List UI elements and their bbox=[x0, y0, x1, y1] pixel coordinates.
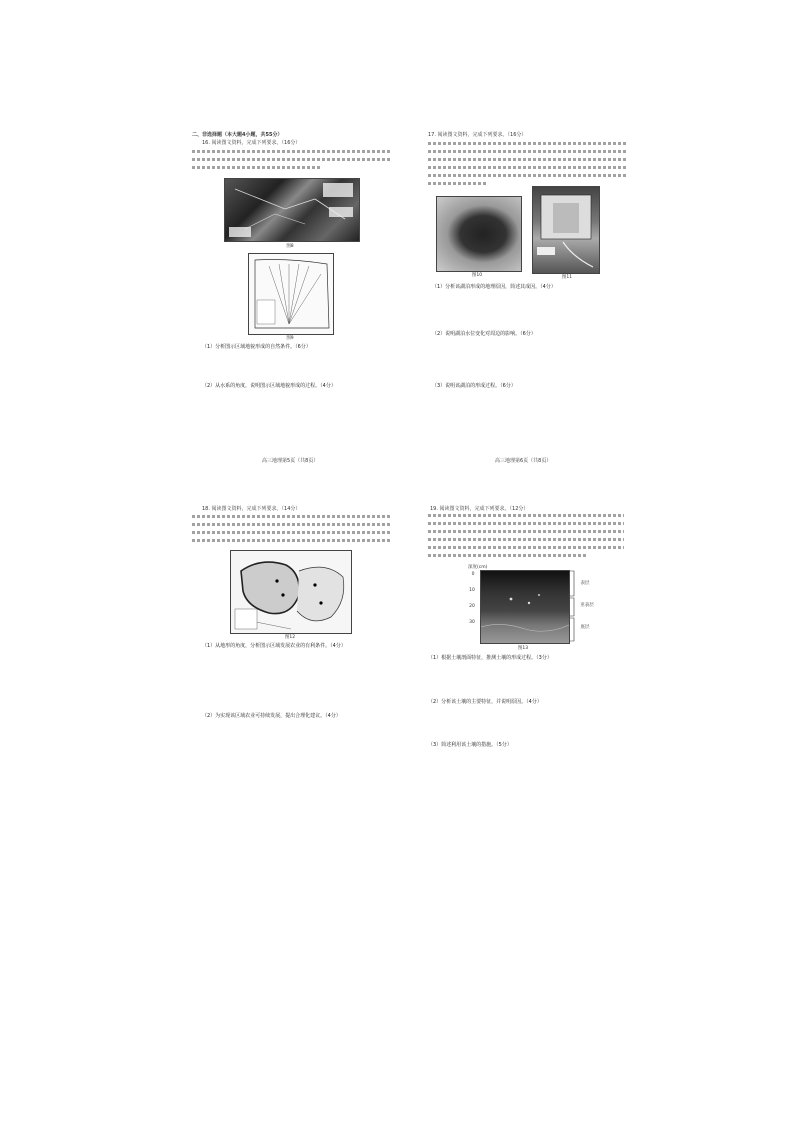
figure-8-satellite-image bbox=[224, 178, 360, 242]
text-line bbox=[428, 158, 628, 161]
fig8-caption: 图8 bbox=[286, 244, 294, 249]
depth-tick: 0 bbox=[471, 572, 475, 577]
fig12-map bbox=[231, 551, 351, 633]
text-line bbox=[428, 546, 624, 549]
text-line bbox=[192, 158, 392, 161]
figure-12-regional-map bbox=[230, 550, 352, 634]
fig13-caption: 图13 bbox=[517, 646, 529, 651]
figure-11-lake-map bbox=[532, 186, 600, 274]
text-line bbox=[428, 522, 624, 525]
text-line bbox=[192, 150, 392, 153]
fig10-caption: 图10 bbox=[471, 273, 483, 278]
text-line bbox=[428, 530, 624, 533]
fig11-caption: 图11 bbox=[561, 275, 573, 280]
fig12-caption: 图12 bbox=[284, 635, 296, 640]
figure-13-soil-profile bbox=[480, 570, 570, 644]
q17-part1: （1）分析该湖泊形成的地理原因，简述其成因。（4分） bbox=[432, 284, 556, 290]
footer-page5: 高三地理第5页（共8页） bbox=[262, 458, 319, 464]
q19-part1: （1）根据土壤剖面特征，推测土壤的形成过程。（3分） bbox=[428, 655, 552, 661]
q16-part1: （1）分析图示区域地貌形成的自然条件。（6分） bbox=[202, 344, 311, 350]
fig13-texture bbox=[481, 571, 569, 643]
q19-part3: （3）简述利用该土壤的措施。（5分） bbox=[428, 742, 512, 748]
q16-heading: 16. 阅读图文资料，完成下列要求。（16分） bbox=[202, 140, 301, 146]
q17-heading: 17. 阅读图文资料，完成下列要求。（16分） bbox=[428, 132, 527, 138]
text-line bbox=[192, 531, 392, 534]
q16-part2: （2）从水系的角度，说明图示区域地貌形成的过程。（4分） bbox=[202, 383, 336, 389]
text-line bbox=[428, 514, 624, 517]
depth-tick: 30 bbox=[469, 620, 475, 625]
text-line bbox=[192, 523, 392, 526]
layer-brackets bbox=[570, 570, 578, 642]
text-line bbox=[428, 150, 628, 153]
depth-tick: 10 bbox=[469, 588, 475, 593]
footer-page6: 高三地理第6页（共8页） bbox=[495, 458, 552, 464]
figure-10-lake-image bbox=[436, 196, 522, 272]
figure-9-drainage-map bbox=[248, 253, 334, 335]
depth-tick: 20 bbox=[469, 604, 475, 609]
layer-label: 表层 bbox=[580, 581, 590, 586]
q18-part1: （1）从地形的角度，分析图示区域发展农业的有利条件。（4分） bbox=[202, 643, 346, 649]
q18-heading: 18. 阅读图文资料，完成下列要求。（14分） bbox=[202, 506, 301, 512]
text-line bbox=[428, 554, 588, 557]
text-line bbox=[428, 166, 628, 169]
layer-label: 底层 bbox=[580, 625, 590, 630]
fig8-overlay bbox=[225, 179, 359, 241]
text-line bbox=[192, 166, 322, 169]
q19-heading: 19. 阅读图文资料，完成下列要求。（12分） bbox=[430, 506, 529, 512]
q17-part2: （2）说明湖泊水位变化对周边的影响。（6分） bbox=[432, 331, 536, 337]
section-heading: 二、非选择题（本大题4小题，共55分） bbox=[192, 132, 283, 138]
fig9-caption: 图9 bbox=[286, 336, 294, 341]
q19-part2: （2）分析该土壤的主要特征，并说明原因。（4分） bbox=[428, 699, 542, 705]
text-line bbox=[192, 539, 392, 542]
q17-part3: （3）说明该湖泊的形成过程。（6分） bbox=[432, 383, 516, 389]
fig9-sketch bbox=[249, 254, 333, 334]
q18-part2: （2）为实现该区域农业可持续发展，提出合理化建议。（4分） bbox=[202, 713, 341, 719]
text-line bbox=[192, 515, 392, 518]
text-line bbox=[428, 538, 624, 541]
text-line bbox=[428, 142, 628, 145]
depth-axis-label: 深度(cm) bbox=[468, 565, 488, 570]
layer-label: 亚表层 bbox=[580, 603, 594, 608]
text-line bbox=[428, 182, 488, 185]
text-line bbox=[428, 174, 628, 177]
fig11-overlay bbox=[533, 187, 599, 273]
